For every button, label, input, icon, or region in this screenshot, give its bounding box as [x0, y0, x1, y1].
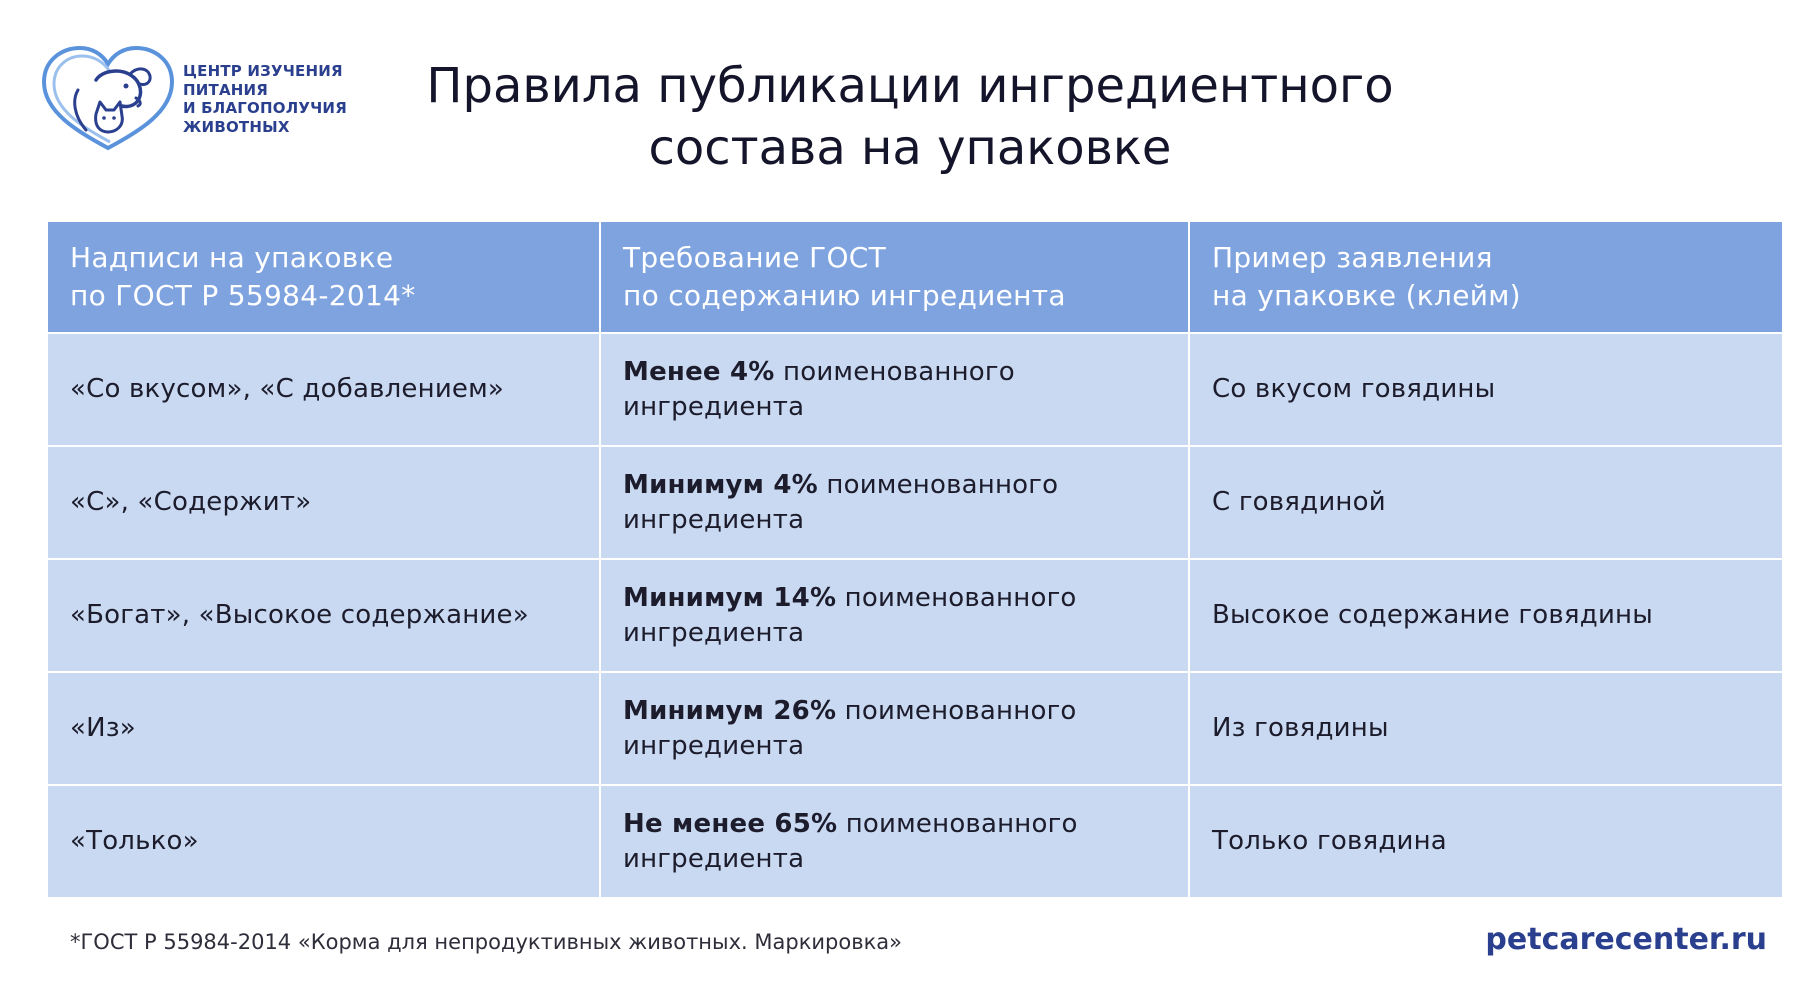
table-row: [47, 446, 1783, 559]
label-cell: «Богат», «Высокое содержание»: [47, 559, 600, 672]
example-cell: С говядиной: [1189, 446, 1783, 559]
column-header-labels: [47, 221, 600, 333]
label-cell: «Из»: [47, 672, 600, 785]
header-line: Пример заявления: [1212, 241, 1493, 274]
requirement-threshold: Минимум 14%: [623, 582, 837, 613]
column-header-requirement: [600, 221, 1189, 333]
header-line: по ГОСТ Р 55984-2014*: [70, 279, 416, 312]
column-header-example: [1189, 221, 1783, 333]
requirement-text: поименованного ингредиента: [623, 469, 1059, 535]
requirement-cell: [600, 785, 1189, 898]
table-row: [47, 672, 1783, 785]
header-line: на упаковке (клейм): [1212, 279, 1521, 312]
table-row: [47, 333, 1783, 446]
label-cell: «Только»: [47, 785, 600, 898]
header-line: Требование ГОСТ: [623, 241, 887, 274]
site-url[interactable]: petcarecenter.ru: [1485, 922, 1767, 957]
dog-cat-heart-icon: [38, 40, 178, 160]
page-title: [360, 55, 1460, 179]
requirement-text: поименованного ингредиента: [623, 356, 1015, 422]
page-title-line-2: состава на упаковке: [648, 120, 1172, 176]
table-header-row: [47, 221, 1783, 333]
example-cell: Со вкусом говядины: [1189, 333, 1783, 446]
logo-line: ЦЕНТР ИЗУЧЕНИЯ: [183, 62, 343, 80]
page-title-line-1: Правила публикации ингредиентного: [426, 58, 1394, 114]
requirement-threshold: Минимум 26%: [623, 695, 837, 726]
requirement-cell: [600, 672, 1189, 785]
requirement-threshold: Менее 4%: [623, 356, 775, 387]
requirement-text: поименованного ингредиента: [623, 808, 1078, 874]
logo-text: [183, 62, 347, 136]
requirement-text: поименованного ингредиента: [623, 582, 1077, 648]
header-line: Надписи на упаковке: [70, 241, 394, 274]
header-line: по содержанию ингредиента: [623, 279, 1066, 312]
requirement-cell: [600, 559, 1189, 672]
label-cell: «С», «Содержит»: [47, 446, 600, 559]
table-row: [47, 785, 1783, 898]
example-cell: Только говядина: [1189, 785, 1783, 898]
requirement-threshold: Минимум 4%: [623, 469, 818, 500]
requirement-cell: [600, 333, 1189, 446]
table-row: [47, 559, 1783, 672]
label-cell: «Со вкусом», «С добавлением»: [47, 333, 600, 446]
requirement-cell: [600, 446, 1189, 559]
example-cell: Высокое содержание говядины: [1189, 559, 1783, 672]
rules-table: [46, 220, 1784, 899]
logo: [38, 40, 347, 160]
footnote: *ГОСТ Р 55984-2014 «Корма для непродуктивных животных. Маркировка»: [70, 930, 902, 954]
logo-line: И БЛАГОПОЛУЧИЯ: [183, 99, 347, 117]
logo-line: ЖИВОТНЫХ: [183, 117, 290, 136]
requirement-text: поименованного ингредиента: [623, 695, 1077, 761]
requirement-threshold: Не менее 65%: [623, 808, 838, 839]
logo-line: ПИТАНИЯ: [183, 80, 269, 99]
example-cell: Из говядины: [1189, 672, 1783, 785]
